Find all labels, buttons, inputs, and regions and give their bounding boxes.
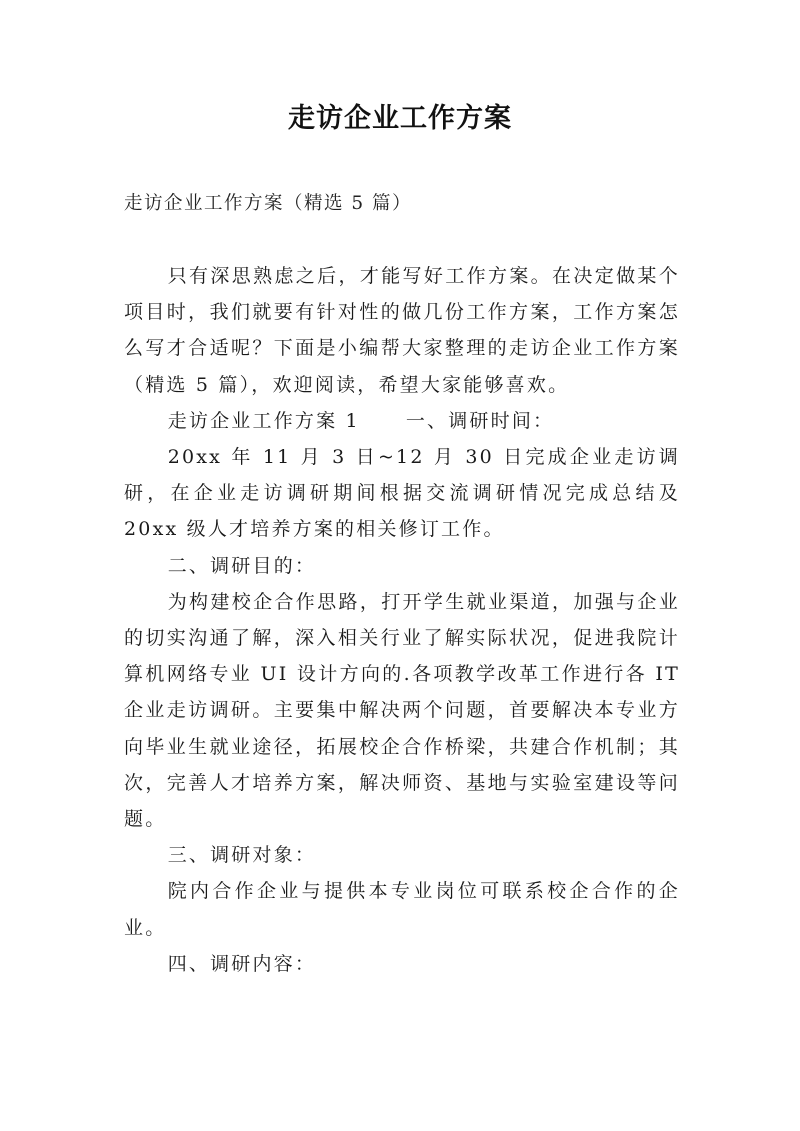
section-1-line (124, 403, 680, 439)
time-paragraph: 20xx 年 11 月 3 日~12 月 30 日完成企业走访调研，在企业走访调研期间根据交流调研情况完成总结及 20xx 级人才培养方案的相关修订工作。 (124, 446, 680, 541)
purpose-heading: 二、调研目的： (167, 554, 317, 577)
object-heading: 三、调研对象： (167, 844, 317, 867)
time-heading: 一、调研时间： (405, 409, 555, 432)
purpose-paragraph: 为构建校企合作思路，打开学生就业渠道，加强与企业的切实沟通了解，深入相关行业了解实际状况，促进我院计算机网络专业 UI 设计方向的.各项教学改革工作进行各 IT 企业走访调研。主要集中解决两个问题，首要解决本专业方向毕业生就业途径，拓展校企合作桥梁，共建合作机制；其次，完善人才培养方案，解决师资、基地与实验室建设等问题。 (124, 590, 680, 831)
section-1-heading: 走访企业工作方案 1 (167, 409, 360, 432)
document-body (124, 258, 680, 982)
intro-paragraph: 只有深思熟虑之后，才能写好工作方案。在决定做某个项目时，我们就要有针对性的做几份工作方案，工作方案怎么写才合适呢？下面是小编帮大家整理的走访企业工作方案（精选 5 篇），欢迎阅读，希望大家能够喜欢。 (124, 265, 680, 396)
object-paragraph: 院内合作企业与提供本专业岗位可联系校企合作的企业。 (124, 880, 680, 939)
content-heading: 四、调研内容： (167, 952, 317, 975)
document-title: 走访企业工作方案 (288, 103, 512, 134)
document-subtitle: 走访企业工作方案（精选 5 篇） (124, 193, 413, 214)
